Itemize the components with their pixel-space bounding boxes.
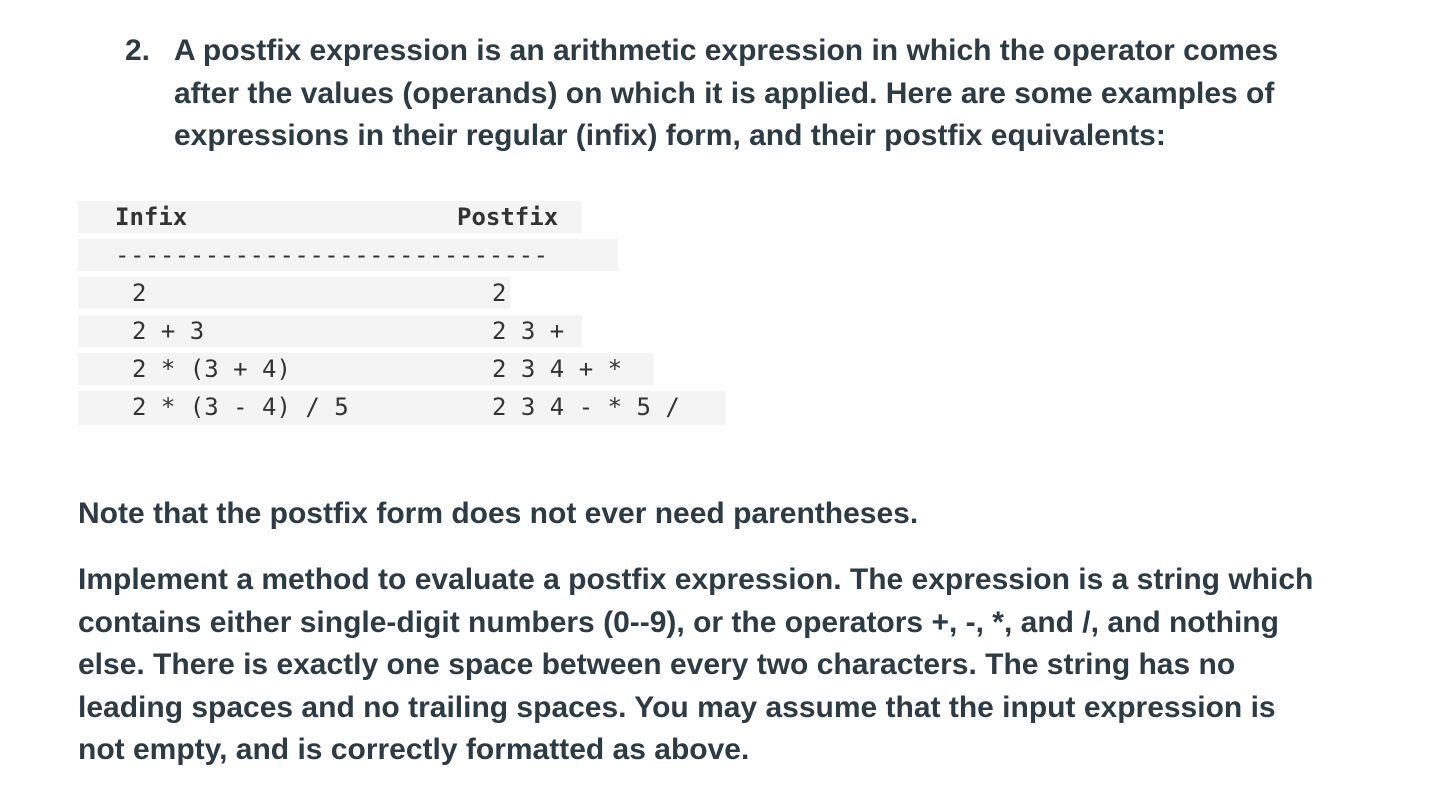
header-postfix: Postfix (457, 203, 559, 231)
note-paragraph: Note that the postfix form does not ever need parentheses. (78, 497, 919, 530)
postfix-cell: 2 3 4 - * 5 / (492, 393, 680, 421)
infix-cell: 2 * (3 - 4) / 5 (132, 393, 349, 421)
question-text: A postfix expression is an arithmetic expression in which the operator comes after the values (operands) on which it is applied. Here are some examples of expressions in their regular (infix) form, and their postfix equivalents: (174, 34, 1279, 152)
table-row (78, 277, 510, 309)
table-row (78, 391, 726, 425)
postfix-cell: 2 3 + (492, 317, 565, 345)
infix-cell: 2 (132, 279, 147, 307)
implementation-paragraph: Implement a method to evaluate a postfix expression. The expression is a string which contains either single-digit numbers (0--9), or the operators +, -, *, and /, and nothing else. There is exactly one space between every two characters. The string has no leading spaces and no trailing spaces. You may assume that the input expression is not empty, and is correctly formatted as above. (78, 563, 1314, 766)
question-number: 2. (125, 34, 151, 67)
header-infix: Infix (115, 203, 188, 231)
table-divider-row (78, 239, 618, 271)
infix-cell: 2 * (3 + 4) (132, 355, 291, 383)
table-row (78, 315, 582, 347)
table-header-row (78, 201, 582, 233)
table-divider: ----------------------------- (115, 241, 549, 269)
table-row (78, 353, 654, 385)
postfix-cell: 2 (492, 279, 507, 307)
infix-cell: 2 + 3 (132, 317, 205, 345)
postfix-cell: 2 3 4 + * (492, 355, 623, 383)
